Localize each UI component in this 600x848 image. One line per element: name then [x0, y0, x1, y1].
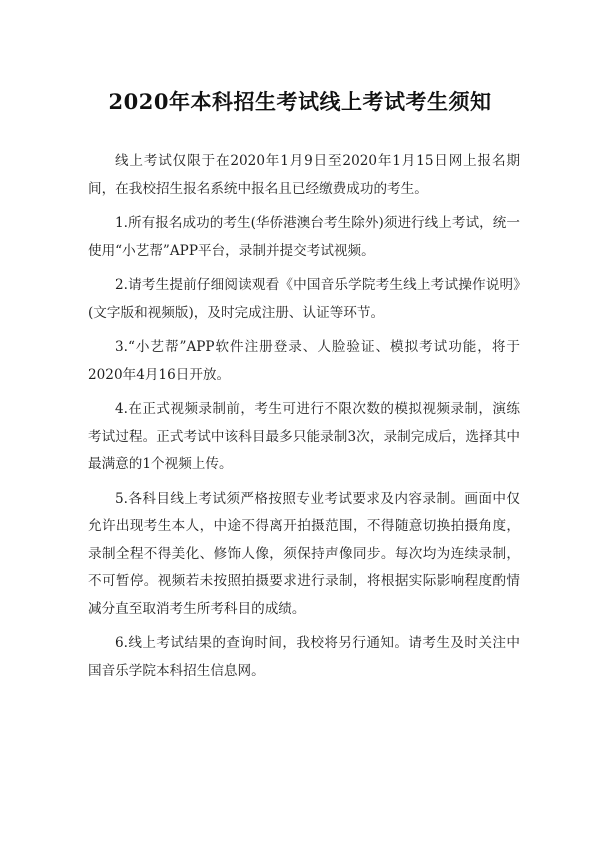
document-title: 2020年本科招生考试线上考试考生须知: [108, 89, 492, 114]
paragraph-intro: 线上考试仅限于在2020年1月9日至2020年1月15日网上报名期间，在我校招生报名系统中报名且已经缴费成功的考生。: [88, 153, 520, 197]
paragraph-item-4: 4.在正式视频录制前，考生可进行不限次数的模拟视频录制，演练考试过程。正式考试中该科目最多只能录制3次，录制完成后，选择其中最满意的1个视频上传。: [88, 401, 520, 472]
paragraph-item-5: 5.各科目线上考试须严格按照专业考试要求及内容录制。画面中仅允许出现考生本人，中途不得离开拍摄范围，不得随意切换拍摄角度，录制全程不得美化、修饰人像，须保持声像同步。每次均为连续录制，不可暂停。视频若未按照拍摄要求进行录制，将根据实际影响程度酌情减分直至取消考生所考科目的成绩。: [88, 490, 520, 617]
document-body: [88, 148, 520, 692]
paragraph-item-2: 2.请考生提前仔细阅读观看《中国音乐学院考生线上考试操作说明》(文字版和视频版)，及时完成注册、认证等环节。: [88, 277, 520, 321]
paragraph-item-6: 6.线上考试结果的查询时间，我校将另行通知。请考生及时关注中国音乐学院本科招生信息网。: [88, 635, 520, 679]
paragraph-item-1: 1.所有报名成功的考生(华侨港澳台考生除外)须进行线上考试，统一使用“小艺帮”APP平台，录制并提交考试视频。: [88, 215, 520, 259]
paragraph-item-3: 3.“小艺帮”APP软件注册登录、人脸验证、模拟考试功能，将于2020年4月16日开放。: [88, 339, 520, 383]
